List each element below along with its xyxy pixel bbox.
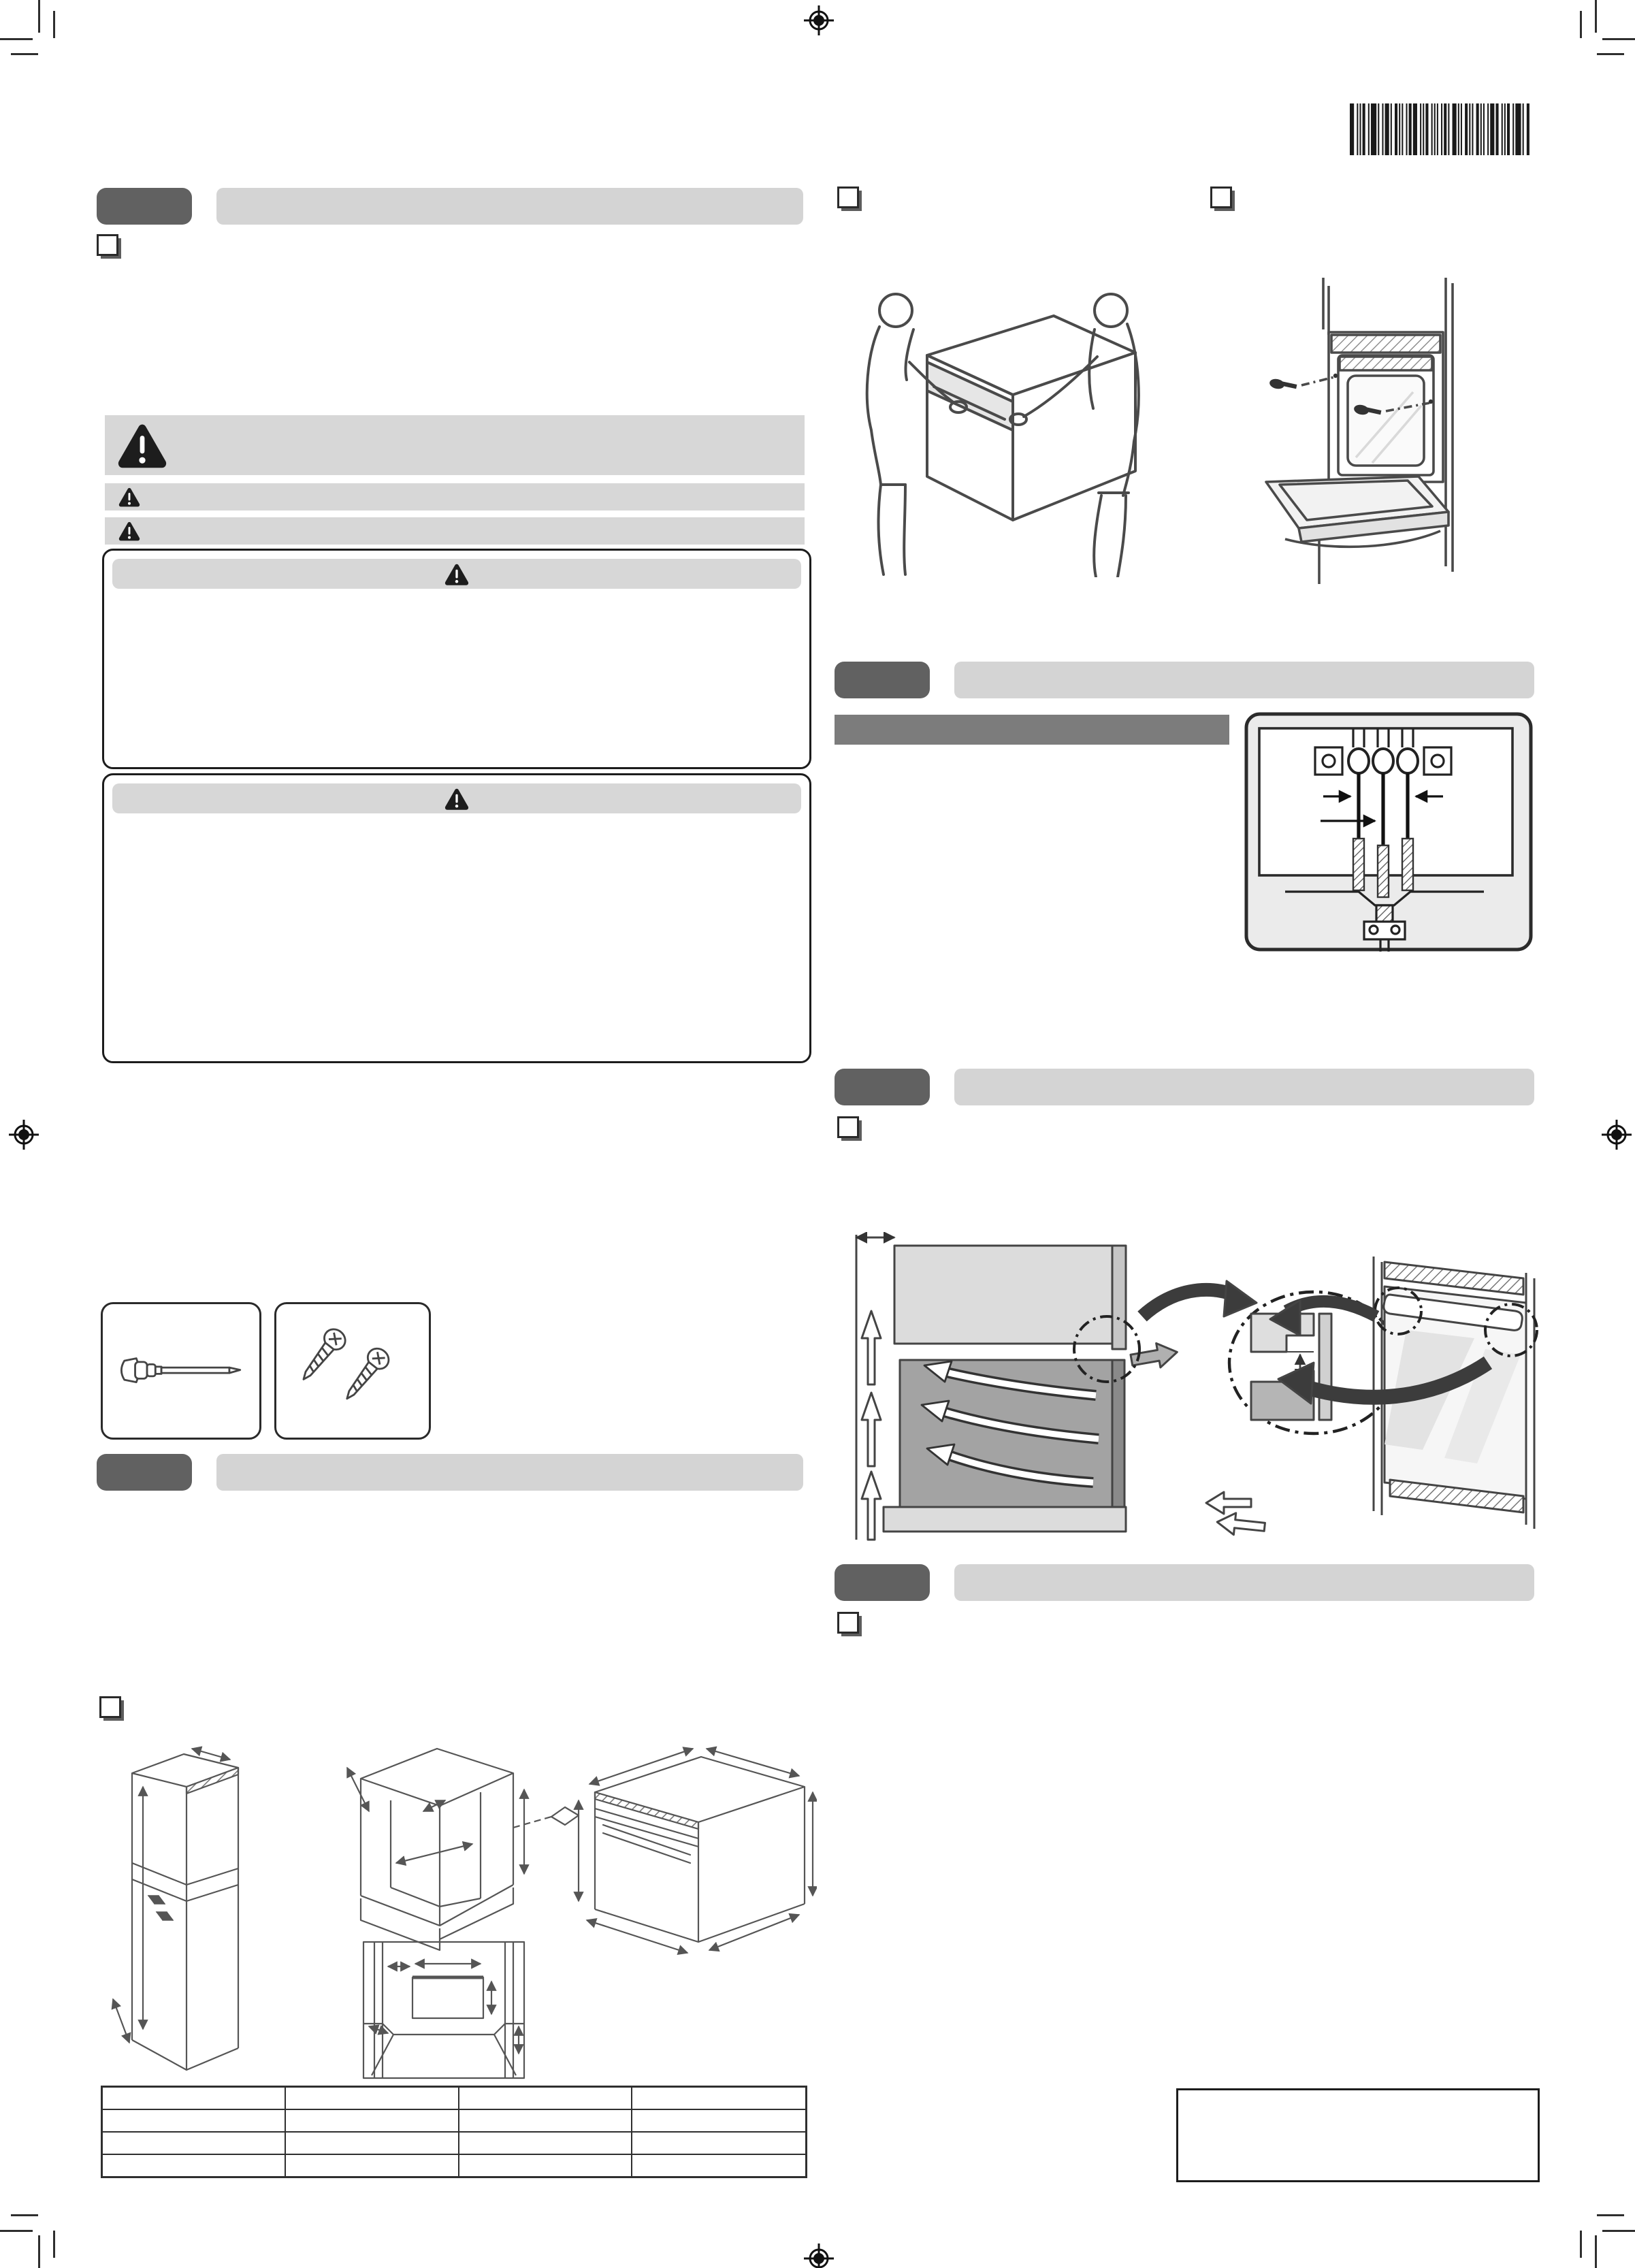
checkbox (1210, 187, 1232, 208)
table-cell (102, 2132, 285, 2154)
warning-triangle-icon (117, 422, 167, 468)
spec-table (101, 2086, 807, 2178)
tool-box-screwdriver (101, 1302, 261, 1440)
table-cell (459, 2154, 632, 2177)
section-2-right-badge (835, 662, 930, 698)
section-3-title-bar (954, 1069, 1534, 1105)
caution-box-2-header (112, 783, 801, 813)
section-4-badge (835, 1564, 930, 1601)
warning-banner (105, 415, 805, 475)
section-2-left-badge (97, 1454, 192, 1491)
note-box (1176, 2088, 1540, 2182)
figure-airflow-clearance (835, 1232, 1542, 1542)
checkbox (837, 187, 859, 208)
warning-triangle-icon (118, 487, 140, 507)
screwdriver-icon (110, 1313, 253, 1429)
section-3-badge (835, 1069, 930, 1105)
checkbox (97, 234, 118, 256)
checkbox (837, 1612, 859, 1634)
tool-box-screws (274, 1302, 431, 1440)
table-cell (285, 2109, 459, 2132)
section-2-right-subheader (835, 715, 1229, 745)
caution-box-2 (102, 773, 811, 1063)
table-cell (285, 2154, 459, 2177)
table-cell (102, 2154, 285, 2177)
checkbox (99, 1696, 121, 1718)
table-header-cell (102, 2087, 285, 2110)
table-header-row (102, 2087, 807, 2110)
warning-triangle-icon (118, 521, 140, 541)
barcode (1350, 102, 1531, 157)
figure-carrying-oven (849, 278, 1157, 577)
table-cell (459, 2109, 632, 2132)
section-1-badge (97, 188, 192, 225)
warning-line-2 (105, 517, 805, 545)
table-header-cell (459, 2087, 632, 2110)
table-cell (459, 2132, 632, 2154)
registration-mark-top (804, 5, 834, 35)
registration-mark-right (1602, 1120, 1632, 1150)
warning-line-1 (105, 483, 805, 511)
checkbox (837, 1116, 859, 1138)
table-header-cell (285, 2087, 459, 2110)
table-cell (285, 2132, 459, 2154)
table-cell (632, 2154, 807, 2177)
table-cell (632, 2109, 807, 2132)
note-box-text (1178, 2090, 1538, 2104)
section-1-title-bar (216, 188, 803, 225)
figure-wiring-terminal (1244, 712, 1533, 952)
caution-box-1-header (112, 559, 801, 589)
section-4-title-bar (954, 1564, 1534, 1601)
section-2-right-title-bar (954, 662, 1534, 698)
table-row (102, 2109, 807, 2132)
table-row (102, 2154, 807, 2177)
section-2-left-title-bar (216, 1454, 803, 1491)
table-cell (632, 2132, 807, 2154)
figure-oven-door-screws (1242, 278, 1544, 584)
warning-triangle-icon (444, 563, 469, 585)
table-header-cell (632, 2087, 807, 2110)
figure-cabinet-dimensions (102, 1732, 817, 2084)
warning-triangle-icon (444, 788, 469, 810)
registration-mark-bottom (804, 2243, 834, 2268)
table-row (102, 2132, 807, 2154)
table-cell (102, 2109, 285, 2132)
registration-mark-left (9, 1120, 39, 1150)
caution-box-1 (102, 549, 811, 769)
screws-icon (285, 1312, 421, 1429)
